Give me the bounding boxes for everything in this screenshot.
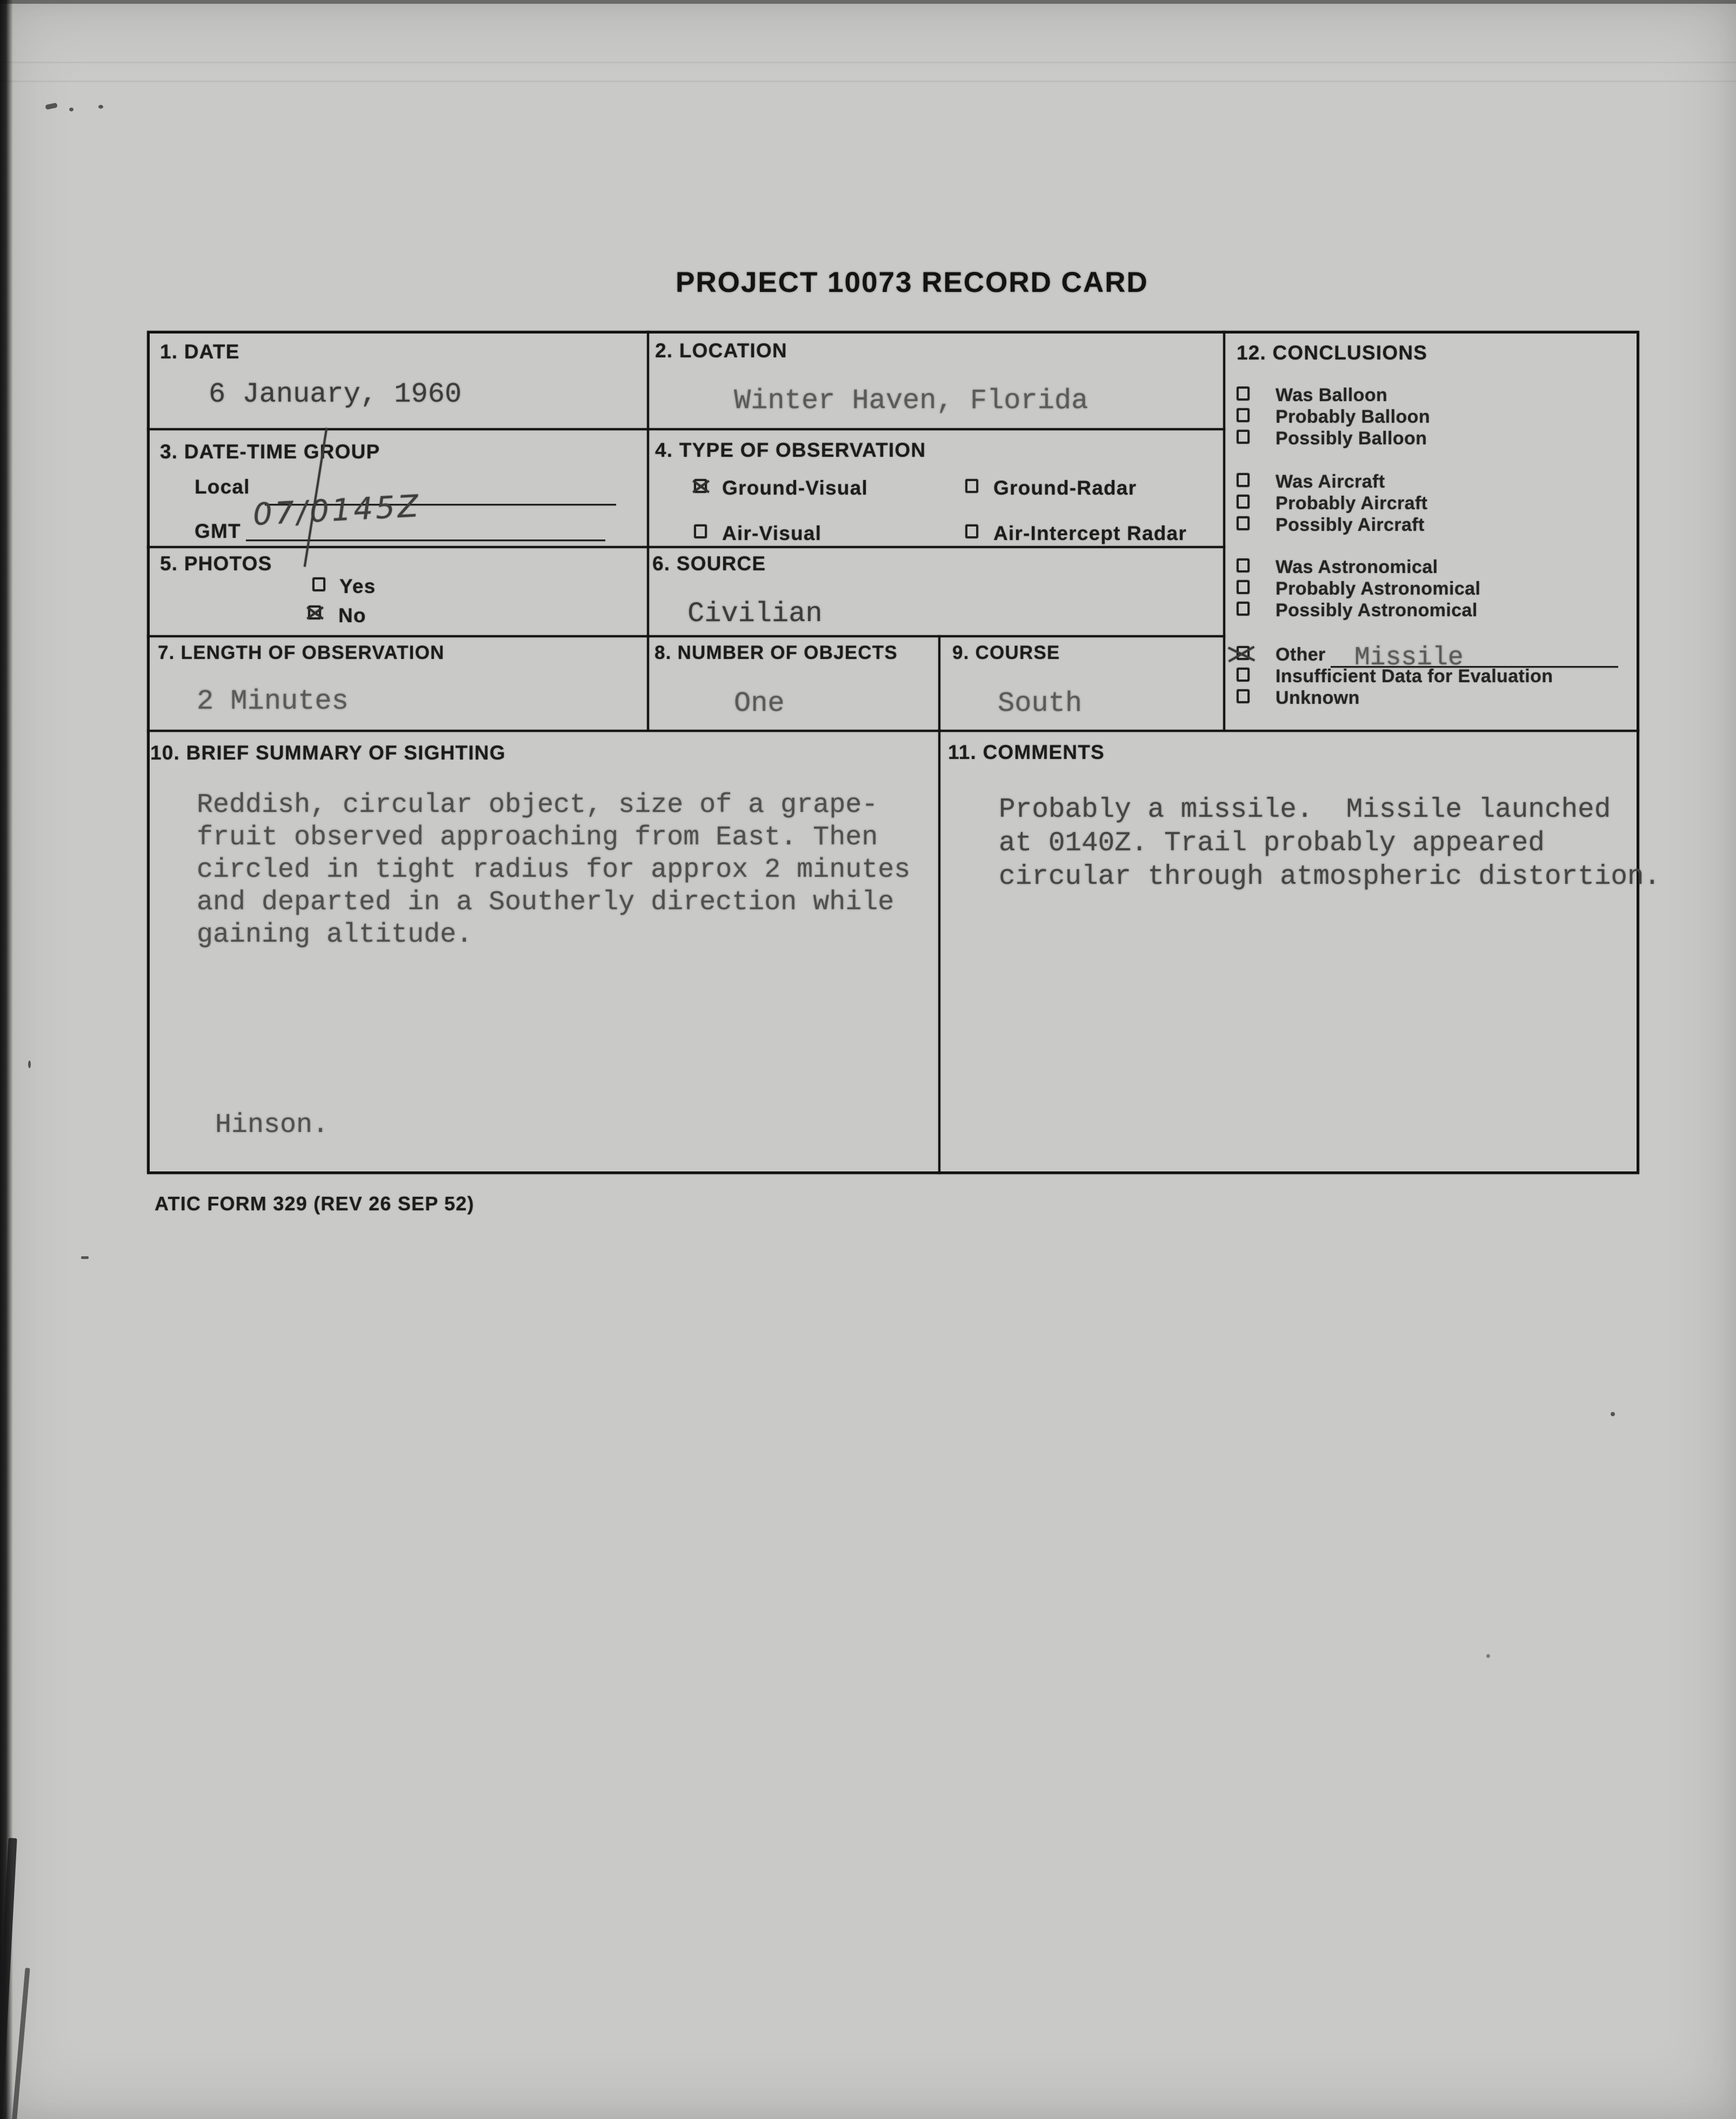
possibly-aircraft-label: Possibly Aircraft	[1276, 515, 1425, 535]
ground-radar-checkbox-icon	[965, 479, 978, 493]
air-intercept-radar-label: Air-Intercept Radar	[993, 522, 1187, 544]
photos-no-label: No	[338, 604, 366, 627]
course-value: South	[998, 688, 1083, 719]
comments-label: 11. COMMENTS	[948, 741, 1105, 763]
grid-vline-col1	[647, 331, 649, 731]
grid-vline-conclusions	[1223, 331, 1225, 731]
grid-hline-row4	[147, 730, 1639, 732]
ground-visual-checkbox-icon	[694, 479, 707, 493]
grid-hline-row1	[147, 428, 1225, 430]
ground-visual-label: Ground-Visual	[722, 477, 868, 499]
was-aircraft-label: Was Aircraft	[1276, 471, 1385, 492]
probably-aircraft-checkbox-icon	[1237, 495, 1250, 509]
gmt-value-handwriting: 07/0145Z	[252, 488, 422, 533]
course-label: 9. COURSE	[952, 642, 1060, 663]
air-visual-checkbox-icon	[694, 524, 707, 538]
was-aircraft-checkbox-icon	[1237, 473, 1250, 487]
grid-hline-row3	[147, 635, 1225, 637]
form-number-footer: ATIC FORM 329 (REV 26 SEP 52)	[155, 1192, 475, 1215]
brief-summary-line: Reddish, circular object, size of a grape-	[197, 790, 878, 821]
length-of-observation-label: 7. LENGTH OF OBSERVATION	[158, 642, 445, 663]
other-fill-value: Missile	[1354, 643, 1464, 672]
speck	[1486, 1654, 1490, 1658]
number-of-objects-value: One	[734, 688, 785, 719]
insufficient-data-checkbox-icon	[1237, 668, 1250, 682]
page-title: PROJECT 10073 RECORD CARD	[676, 266, 1149, 298]
brief-summary-line: fruit observed approaching from East. Then	[197, 822, 878, 853]
location-value: Winter Haven, Florida	[734, 385, 1089, 417]
was-balloon-label: Was Balloon	[1276, 385, 1388, 405]
photos-label: 5. PHOTOS	[160, 552, 272, 575]
comments-line: circular through atmospheric distortion.	[999, 862, 1661, 892]
scan-streak	[11, 1968, 30, 2119]
source-value: Civilian	[687, 598, 823, 630]
photos-yes-checkbox-icon	[312, 577, 325, 591]
unknown-label: Unknown	[1276, 688, 1360, 708]
source-label: 6. SOURCE	[652, 552, 766, 575]
brief-summary-label: 10. BRIEF SUMMARY OF SIGHTING	[150, 742, 506, 764]
insufficient-data-label: Insufficient Data for Evaluation	[1276, 666, 1553, 687]
speck	[69, 108, 74, 111]
brief-summary-line: gaining altitude.	[197, 919, 473, 950]
speck	[28, 1061, 31, 1068]
probably-aircraft-label: Probably Aircraft	[1276, 493, 1428, 514]
grid-vline-row5	[938, 730, 940, 1174]
scan-line	[0, 81, 1736, 82]
unknown-checkbox-icon	[1237, 689, 1250, 703]
possibly-astronomical-checkbox-icon	[1237, 602, 1250, 616]
possibly-aircraft-checkbox-icon	[1237, 516, 1250, 530]
location-label: 2. LOCATION	[655, 339, 787, 362]
possibly-balloon-label: Possibly Balloon	[1276, 428, 1427, 449]
ground-radar-label: Ground-Radar	[993, 477, 1137, 499]
brief-summary-line: and departed in a Southerly direction while	[197, 887, 894, 918]
photos-yes-label: Yes	[339, 575, 376, 597]
grid-vline-row4	[938, 635, 940, 731]
signature: Hinson.	[215, 1110, 329, 1141]
air-intercept-radar-checkbox-icon	[965, 524, 978, 538]
was-astronomical-checkbox-icon	[1237, 558, 1250, 572]
type-of-observation-label: 4. TYPE OF OBSERVATION	[655, 439, 926, 461]
comments-line: Probably a missile. Missile launched	[999, 795, 1611, 825]
local-label: Local	[195, 476, 250, 498]
brief-summary-line: circled in tight radius for approx 2 minutes	[197, 855, 911, 885]
photos-no-checkbox-icon	[308, 605, 321, 619]
speck	[98, 105, 103, 109]
speck	[45, 103, 57, 110]
probably-balloon-label: Probably Balloon	[1276, 407, 1430, 427]
gmt-underline	[246, 539, 605, 541]
possibly-balloon-checkbox-icon	[1237, 430, 1250, 444]
gmt-label: GMT	[195, 520, 241, 542]
scan-line	[0, 62, 1736, 63]
scan-edge-left	[0, 0, 13, 2119]
air-visual-label: Air-Visual	[722, 522, 822, 544]
date-time-group-label: 3. DATE-TIME GROUP	[160, 441, 380, 463]
date-label: 1. DATE	[160, 341, 240, 363]
probably-balloon-checkbox-icon	[1237, 408, 1250, 422]
length-of-observation-value: 2 Minutes	[197, 685, 349, 717]
number-of-objects-label: 8. NUMBER OF OBJECTS	[655, 642, 898, 663]
comments-line: at 0140Z. Trail probably appeared	[999, 828, 1545, 859]
other-checkbox-icon	[1237, 646, 1250, 660]
conclusions-label: 12. CONCLUSIONS	[1237, 342, 1428, 364]
was-balloon-checkbox-icon	[1237, 387, 1250, 401]
scan-edge-top	[0, 0, 1736, 4]
probably-astronomical-label: Probably Astronomical	[1276, 578, 1481, 599]
speck	[1611, 1412, 1615, 1416]
was-astronomical-label: Was Astronomical	[1276, 557, 1438, 577]
speck	[81, 1256, 89, 1259]
other-label: Other	[1276, 644, 1326, 665]
probably-astronomical-checkbox-icon	[1237, 580, 1250, 594]
possibly-astronomical-label: Possibly Astronomical	[1276, 600, 1478, 621]
date-value: 6 January, 1960	[209, 378, 462, 410]
